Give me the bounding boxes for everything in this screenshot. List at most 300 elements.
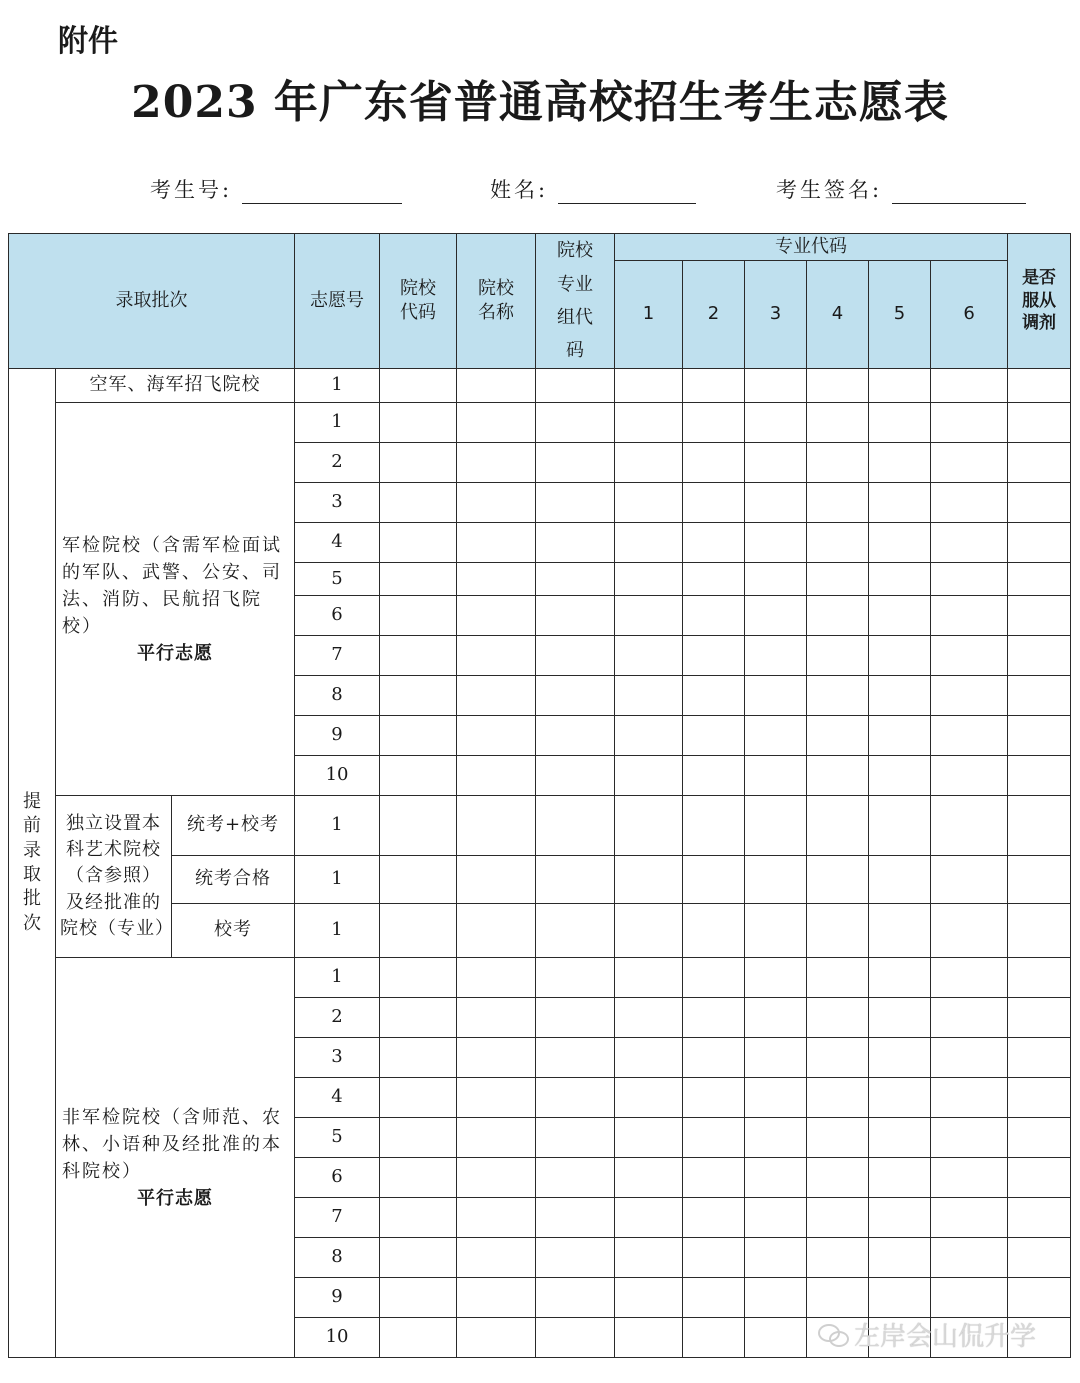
choice-number: 5 (295, 563, 380, 596)
signature-input-line[interactable] (892, 181, 1026, 204)
entry-cell[interactable] (869, 443, 931, 483)
adjust-cell[interactable] (1008, 403, 1071, 443)
entry-cell[interactable] (683, 1238, 745, 1278)
entry-cell[interactable] (931, 369, 1008, 403)
entry-cell[interactable] (931, 756, 1008, 796)
choice-form-table (8, 233, 1071, 1358)
art-label: 独立设置本科艺术院校（含参照）及经批准的院校（专业） (60, 813, 174, 939)
entry-cell[interactable] (931, 1198, 1008, 1238)
entry-cell[interactable] (615, 443, 683, 483)
entry-cell[interactable] (745, 1198, 807, 1238)
art-subtype: 统考+校考 (172, 796, 295, 856)
watermark-text: 左岸会山侃升学 (854, 1322, 1037, 1352)
major-col-header: 3 (745, 261, 807, 369)
entry-cell[interactable] (869, 403, 931, 443)
entry-cell[interactable] (380, 676, 457, 716)
entry-cell[interactable] (807, 1078, 869, 1118)
adjust-cell[interactable] (1008, 1078, 1071, 1118)
major-col-header: 6 (931, 261, 1008, 369)
entry-cell[interactable] (457, 1278, 536, 1318)
entry-cell[interactable] (457, 676, 536, 716)
entry-cell[interactable] (745, 1158, 807, 1198)
wechat-icon (818, 1324, 848, 1346)
entry-cell[interactable] (536, 563, 615, 596)
entry-cell[interactable] (869, 904, 931, 958)
entry-cell[interactable] (457, 716, 536, 756)
adjust-cell[interactable] (1008, 523, 1071, 563)
entry-cell[interactable] (380, 596, 457, 636)
entry-cell[interactable] (536, 756, 615, 796)
header-school-name-text: 院校名称 (478, 277, 515, 323)
entry-cell[interactable] (931, 1238, 1008, 1278)
entry-cell[interactable] (807, 523, 869, 563)
entry-cell[interactable] (457, 796, 536, 856)
entry-cell[interactable] (683, 636, 745, 676)
entry-cell[interactable] (807, 369, 869, 403)
header-adjust-text: 是否服从调剂 (1022, 267, 1057, 334)
adjust-cell[interactable] (1008, 1278, 1071, 1318)
adjust-cell[interactable] (1008, 1238, 1071, 1278)
entry-cell[interactable] (745, 523, 807, 563)
header-group-code (536, 234, 615, 369)
choice-number: 9 (295, 716, 380, 756)
entry-cell[interactable] (615, 716, 683, 756)
entry-cell[interactable] (931, 796, 1008, 856)
entry-cell[interactable] (869, 369, 931, 403)
entry-cell[interactable] (931, 1038, 1008, 1078)
entry-cell[interactable] (807, 716, 869, 756)
entry-cell[interactable] (380, 483, 457, 523)
entry-cell[interactable] (457, 369, 536, 403)
entry-cell[interactable] (536, 958, 615, 998)
entry-cell[interactable] (457, 523, 536, 563)
entry-cell[interactable] (745, 716, 807, 756)
entry-cell[interactable] (869, 1118, 931, 1158)
adjust-cell[interactable] (1008, 1038, 1071, 1078)
entry-cell[interactable] (380, 563, 457, 596)
adjust-cell[interactable] (1008, 1198, 1071, 1238)
entry-cell[interactable] (536, 1318, 615, 1358)
entry-cell[interactable] (745, 1038, 807, 1078)
entry-cell[interactable] (807, 1198, 869, 1238)
header-batch: 录取批次 (9, 234, 295, 369)
adjust-cell[interactable] (1008, 756, 1071, 796)
entry-cell[interactable] (536, 596, 615, 636)
entry-cell[interactable] (869, 596, 931, 636)
entry-cell[interactable] (683, 369, 745, 403)
entry-cell[interactable] (807, 958, 869, 998)
entry-cell[interactable] (869, 676, 931, 716)
entry-cell[interactable] (380, 904, 457, 958)
entry-cell[interactable] (869, 958, 931, 998)
entry-cell[interactable] (745, 636, 807, 676)
entry-cell[interactable] (615, 563, 683, 596)
parallel-label: 平行志愿 (137, 642, 213, 664)
entry-cell[interactable] (536, 998, 615, 1038)
entry-cell[interactable] (931, 1118, 1008, 1158)
entry-cell[interactable] (380, 998, 457, 1038)
entry-cell[interactable] (536, 1118, 615, 1158)
entry-cell[interactable] (457, 998, 536, 1038)
entry-cell[interactable] (869, 1198, 931, 1238)
adjust-cell[interactable] (1008, 636, 1071, 676)
adjust-cell[interactable] (1008, 796, 1071, 856)
header-school-code (380, 234, 457, 369)
entry-cell[interactable] (869, 796, 931, 856)
signature-label: 考生签名: (776, 178, 883, 202)
choice-number: 4 (295, 523, 380, 563)
entry-cell[interactable] (457, 1238, 536, 1278)
entry-cell[interactable] (745, 403, 807, 443)
entry-cell[interactable] (536, 1078, 615, 1118)
entry-cell[interactable] (536, 1198, 615, 1238)
entry-cell[interactable] (683, 563, 745, 596)
entry-cell[interactable] (869, 483, 931, 523)
exam-number-input-line[interactable] (242, 181, 402, 204)
art-section (56, 796, 172, 958)
entry-cell[interactable] (807, 796, 869, 856)
entry-cell[interactable] (683, 1198, 745, 1238)
entry-cell[interactable] (683, 443, 745, 483)
entry-cell[interactable] (536, 1038, 615, 1078)
entry-cell[interactable] (457, 596, 536, 636)
adjust-cell[interactable] (1008, 1158, 1071, 1198)
choice-number: 1 (295, 403, 380, 443)
entry-cell[interactable] (457, 856, 536, 904)
entry-cell[interactable] (380, 856, 457, 904)
adjust-cell[interactable] (1008, 904, 1071, 958)
entry-cell[interactable] (380, 1238, 457, 1278)
entry-cell[interactable] (536, 716, 615, 756)
entry-cell[interactable] (807, 1118, 869, 1158)
entry-cell[interactable] (869, 1038, 931, 1078)
art-subtype: 校考 (172, 904, 295, 958)
non-military-section (56, 958, 295, 1358)
entry-cell[interactable] (536, 483, 615, 523)
entry-cell[interactable] (807, 1278, 869, 1318)
entry-cell[interactable] (683, 1158, 745, 1198)
entry-cell[interactable] (807, 756, 869, 796)
adjust-cell[interactable] (1008, 716, 1071, 756)
entry-cell[interactable] (457, 443, 536, 483)
choice-number: 4 (295, 1078, 380, 1118)
entry-cell[interactable] (380, 1198, 457, 1238)
header-group-code-text: 院校专业组代码 (557, 240, 594, 362)
entry-cell[interactable] (380, 716, 457, 756)
entry-cell[interactable] (745, 1078, 807, 1118)
entry-cell[interactable] (380, 1118, 457, 1158)
choice-number: 6 (295, 596, 380, 636)
entry-cell[interactable] (457, 1078, 536, 1118)
choice-number: 1 (295, 904, 380, 958)
adjust-cell[interactable] (1008, 563, 1071, 596)
adjust-cell[interactable] (1008, 856, 1071, 904)
header-school-code-text: 院校代码 (400, 277, 437, 323)
entry-cell[interactable] (536, 796, 615, 856)
entry-cell[interactable] (745, 756, 807, 796)
entry-cell[interactable] (536, 443, 615, 483)
choice-number: 8 (295, 676, 380, 716)
entry-cell[interactable] (615, 1278, 683, 1318)
entry-cell[interactable] (931, 1158, 1008, 1198)
entry-cell[interactable] (931, 1078, 1008, 1118)
entry-cell[interactable] (807, 483, 869, 523)
adjust-cell[interactable] (1008, 1118, 1071, 1158)
choice-number: 6 (295, 1158, 380, 1198)
entry-cell[interactable] (536, 856, 615, 904)
entry-cell[interactable] (807, 998, 869, 1038)
entry-cell[interactable] (536, 1238, 615, 1278)
entry-cell[interactable] (380, 1078, 457, 1118)
entry-cell[interactable] (869, 636, 931, 676)
entry-cell[interactable] (380, 1038, 457, 1078)
entry-cell[interactable] (745, 904, 807, 958)
entry-cell[interactable] (457, 1038, 536, 1078)
entry-cell[interactable] (869, 856, 931, 904)
adjust-cell[interactable] (1008, 596, 1071, 636)
entry-cell[interactable] (807, 856, 869, 904)
entry-cell[interactable] (745, 1118, 807, 1158)
entry-cell[interactable] (457, 483, 536, 523)
entry-cell[interactable] (380, 756, 457, 796)
entry-cell[interactable] (745, 958, 807, 998)
choice-number: 10 (295, 1318, 380, 1358)
entry-cell[interactable] (807, 596, 869, 636)
choice-number: 7 (295, 636, 380, 676)
entry-cell[interactable] (807, 1038, 869, 1078)
entry-cell[interactable] (615, 1078, 683, 1118)
choice-number: 3 (295, 483, 380, 523)
parallel-label-2: 平行志愿 (137, 1187, 213, 1209)
choice-number: 8 (295, 1238, 380, 1278)
choice-number: 3 (295, 1038, 380, 1078)
entry-cell[interactable] (745, 998, 807, 1038)
entry-cell[interactable] (380, 443, 457, 483)
entry-cell[interactable] (683, 676, 745, 716)
entry-cell[interactable] (683, 523, 745, 563)
name-label: 姓名: (490, 178, 549, 202)
entry-cell[interactable] (745, 1278, 807, 1318)
entry-cell[interactable] (380, 636, 457, 676)
entry-cell[interactable] (869, 523, 931, 563)
entry-cell[interactable] (380, 403, 457, 443)
entry-cell[interactable] (745, 1238, 807, 1278)
entry-cell[interactable] (683, 1038, 745, 1078)
header-major-code: 专业代码 (615, 234, 1008, 261)
entry-cell[interactable] (683, 796, 745, 856)
entry-cell[interactable] (457, 636, 536, 676)
choice-number: 10 (295, 756, 380, 796)
entry-cell[interactable] (807, 904, 869, 958)
adjust-cell[interactable] (1008, 369, 1071, 403)
entry-cell[interactable] (615, 856, 683, 904)
exam-number-field (150, 174, 402, 204)
entry-cell[interactable] (457, 1158, 536, 1198)
entry-cell[interactable] (380, 369, 457, 403)
entry-cell[interactable] (380, 1318, 457, 1358)
adjust-cell[interactable] (1008, 676, 1071, 716)
choice-number: 2 (295, 443, 380, 483)
entry-cell[interactable] (380, 796, 457, 856)
attachment-label: 附件 (58, 24, 118, 59)
entry-cell[interactable] (457, 1318, 536, 1358)
choice-number: 1 (295, 796, 380, 856)
entry-cell[interactable] (615, 523, 683, 563)
watermark (818, 1316, 1036, 1353)
entry-cell[interactable] (615, 636, 683, 676)
entry-cell[interactable] (745, 856, 807, 904)
entry-cell[interactable] (615, 483, 683, 523)
entry-cell[interactable] (869, 1238, 931, 1278)
entry-cell[interactable] (536, 1278, 615, 1318)
entry-cell[interactable] (807, 1158, 869, 1198)
entry-cell[interactable] (615, 403, 683, 443)
entry-cell[interactable] (536, 403, 615, 443)
entry-cell[interactable] (869, 1078, 931, 1118)
entry-cell[interactable] (615, 1118, 683, 1158)
choice-number: 9 (295, 1278, 380, 1318)
entry-cell[interactable] (615, 756, 683, 796)
entry-cell[interactable] (683, 1278, 745, 1318)
entry-cell[interactable] (931, 856, 1008, 904)
header-adjust (1008, 234, 1071, 369)
entry-cell[interactable] (615, 796, 683, 856)
entry-cell[interactable] (745, 596, 807, 636)
entry-cell[interactable] (615, 958, 683, 998)
entry-cell[interactable] (931, 676, 1008, 716)
entry-cell[interactable] (457, 904, 536, 958)
entry-cell[interactable] (745, 369, 807, 403)
entry-cell[interactable] (869, 563, 931, 596)
major-col-header: 4 (807, 261, 869, 369)
entry-cell[interactable] (683, 958, 745, 998)
entry-cell[interactable] (615, 369, 683, 403)
entry-cell[interactable] (931, 998, 1008, 1038)
entry-cell[interactable] (745, 443, 807, 483)
entry-cell[interactable] (869, 1158, 931, 1198)
air-navy-label: 空军、海军招飞院校 (56, 369, 295, 403)
entry-cell[interactable] (931, 443, 1008, 483)
entry-cell[interactable] (457, 958, 536, 998)
adjust-cell[interactable] (1008, 998, 1071, 1038)
entry-cell[interactable] (683, 904, 745, 958)
major-col-header: 2 (683, 261, 745, 369)
entry-cell[interactable] (683, 596, 745, 636)
entry-cell[interactable] (683, 1078, 745, 1118)
entry-cell[interactable] (869, 756, 931, 796)
entry-cell[interactable] (615, 1238, 683, 1278)
choice-number: 1 (295, 369, 380, 403)
entry-cell[interactable] (457, 756, 536, 796)
entry-cell[interactable] (931, 596, 1008, 636)
name-input-line[interactable] (558, 181, 696, 204)
entry-cell[interactable] (457, 403, 536, 443)
name-field (490, 174, 696, 204)
entry-cell[interactable] (683, 403, 745, 443)
entry-cell[interactable] (869, 716, 931, 756)
entry-cell[interactable] (457, 1198, 536, 1238)
choice-number: 1 (295, 856, 380, 904)
entry-cell[interactable] (745, 1318, 807, 1358)
entry-cell[interactable] (745, 483, 807, 523)
entry-cell[interactable] (615, 1318, 683, 1358)
entry-cell[interactable] (380, 523, 457, 563)
entry-cell[interactable] (931, 483, 1008, 523)
entry-cell[interactable] (931, 904, 1008, 958)
choice-number: 2 (295, 998, 380, 1038)
adjust-cell[interactable] (1008, 483, 1071, 523)
entry-cell[interactable] (615, 998, 683, 1038)
entry-cell[interactable] (536, 904, 615, 958)
entry-cell[interactable] (615, 676, 683, 716)
entry-cell[interactable] (380, 1158, 457, 1198)
entry-cell[interactable] (683, 716, 745, 756)
adjust-cell[interactable] (1008, 958, 1071, 998)
entry-cell[interactable] (615, 596, 683, 636)
entry-cell[interactable] (536, 1158, 615, 1198)
entry-cell[interactable] (457, 1118, 536, 1158)
entry-cell[interactable] (807, 636, 869, 676)
entry-cell[interactable] (931, 523, 1008, 563)
entry-cell[interactable] (683, 1318, 745, 1358)
entry-cell[interactable] (683, 856, 745, 904)
entry-cell[interactable] (745, 563, 807, 596)
exam-number-label: 考生号: (150, 178, 233, 202)
form-title: 2023 年广东省普通高校招生考生志愿表 (131, 77, 949, 128)
choice-number: 1 (295, 958, 380, 998)
art-subtype: 统考合格 (172, 856, 295, 904)
entry-cell[interactable] (869, 1278, 931, 1318)
entry-cell[interactable] (931, 958, 1008, 998)
entry-cell[interactable] (615, 1198, 683, 1238)
entry-cell[interactable] (536, 636, 615, 676)
entry-cell[interactable] (869, 998, 931, 1038)
entry-cell[interactable] (931, 563, 1008, 596)
entry-cell[interactable] (807, 443, 869, 483)
entry-cell[interactable] (931, 716, 1008, 756)
entry-cell[interactable] (931, 1278, 1008, 1318)
entry-cell[interactable] (683, 756, 745, 796)
entry-cell[interactable] (380, 958, 457, 998)
entry-cell[interactable] (615, 1158, 683, 1198)
entry-cell[interactable] (615, 1038, 683, 1078)
military-section (56, 403, 295, 796)
entry-cell[interactable] (683, 1118, 745, 1158)
entry-cell[interactable] (807, 1238, 869, 1278)
signature-field (776, 174, 1026, 204)
entry-cell[interactable] (931, 636, 1008, 676)
entry-cell[interactable] (536, 523, 615, 563)
entry-cell[interactable] (380, 1278, 457, 1318)
entry-cell[interactable] (536, 369, 615, 403)
entry-cell[interactable] (807, 403, 869, 443)
entry-cell[interactable] (807, 563, 869, 596)
header-choice-no: 志愿号 (295, 234, 380, 369)
early-batch-cell (9, 369, 56, 1358)
entry-cell[interactable] (931, 403, 1008, 443)
entry-cell[interactable] (615, 904, 683, 958)
entry-cell[interactable] (745, 676, 807, 716)
entry-cell[interactable] (457, 563, 536, 596)
entry-cell[interactable] (683, 998, 745, 1038)
entry-cell[interactable] (807, 676, 869, 716)
entry-cell[interactable] (683, 483, 745, 523)
adjust-cell[interactable] (1008, 443, 1071, 483)
military-label: 军检院校（含需军检面试的军队、武警、公安、司法、消防、民航招飞院校） (62, 534, 282, 637)
choice-number: 7 (295, 1198, 380, 1238)
entry-cell[interactable] (536, 676, 615, 716)
entry-cell[interactable] (745, 796, 807, 856)
